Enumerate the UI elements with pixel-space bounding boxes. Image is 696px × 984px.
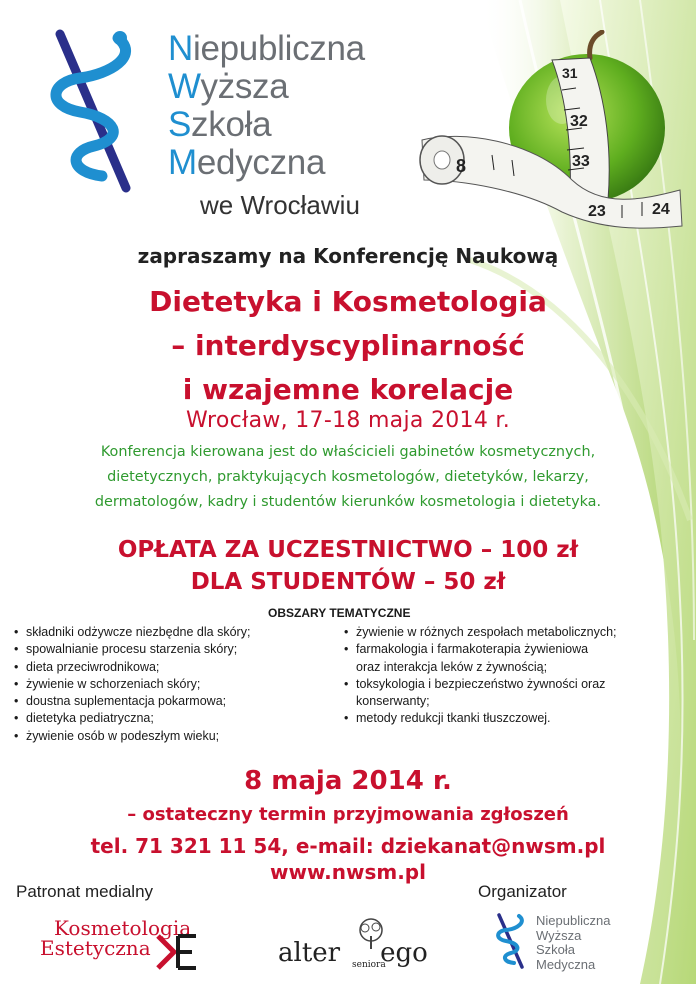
logo-city: we Wrocławiu (200, 190, 360, 220)
topics-list-left (14, 624, 344, 745)
org-logo-line-1: Niepubliczna (536, 913, 611, 928)
audience-line-2: dietetycznych, praktykujących kosmetologów, dietetyków, lekarzy, (107, 469, 589, 485)
topics-list-right (344, 624, 684, 728)
title-line-1: Dietetyka i Kosmetologia (149, 285, 547, 318)
alter-ego-word-1: alter (278, 938, 341, 968)
alter-ego-word-2: ego (380, 938, 428, 968)
organizator-label: Organizator (478, 882, 567, 901)
org-logo-line-2: Wyższa (536, 927, 582, 943)
patronat-label: Patronat medialny (16, 882, 154, 901)
list-item: • żywienie w schorzeniach skóry; (14, 676, 344, 693)
list-item: • dieta przeciwrodnikowa; (14, 659, 344, 676)
list-item: • żywienie w różnych zespołach metabolicznych; (344, 624, 684, 641)
list-item-continuation: oraz interakcja leków z żywnością; (356, 659, 548, 674)
fee-line-1: OPŁATA ZA UCZESTNICTWO – 100 zł (117, 537, 579, 563)
ke-mark-icon (156, 932, 198, 972)
logo-line-4: Medyczna (168, 143, 326, 182)
deadline-text: – ostateczny termin przyjmowania zgłoszeń (127, 804, 569, 825)
list-item: • spowalnianie procesu starzenia skóry; (14, 641, 344, 658)
conference-title (0, 280, 696, 412)
deadline-date: 8 maja 2014 r. (244, 766, 452, 796)
school-name-logo (168, 30, 365, 182)
tape-number-2: 32 (570, 113, 588, 130)
logo-line-1: Niepubliczna (168, 29, 365, 68)
org-logo-line-3: Szkoła (536, 942, 576, 957)
list-item: • farmakologia i farmakoterapia żywieniowa (344, 641, 684, 658)
tape-number-6: 24 (652, 201, 670, 218)
kosmetologia-logo-line-1: Kosmetologia (54, 916, 192, 940)
audience-line-3: dermatologów, kadry i studentów kierunków kosmetologia i dietetyka. (94, 494, 602, 510)
apple-tape-illustration-icon (412, 30, 692, 230)
list-item: • toksykologia i bezpieczeństwo żywności oraz (344, 676, 684, 693)
title-line-2: – interdyscyplinarność (171, 329, 525, 362)
date-place: Wrocław, 17-18 maja 2014 r. (185, 408, 511, 433)
contact-line: tel. 71 321 11 54, e-mail: dziekanat@nwsm.pl (90, 834, 606, 858)
org-logo-line-4: Medyczna (536, 956, 596, 972)
tape-number-3: 33 (572, 153, 590, 170)
list-item: • doustna suplementacja pokarmowa; (14, 693, 344, 710)
list-item: • składniki odżywcze niezbędne dla skóry; (14, 624, 344, 641)
audience-text (0, 440, 696, 515)
alter-ego-logo (278, 918, 458, 974)
logo-line-3: Szkoła (168, 105, 272, 144)
organizer-logo-text (536, 914, 610, 972)
title-line-3: i wzajemne korelacje (182, 373, 514, 406)
list-item-continuation: konserwanty; (356, 694, 430, 709)
list-item: • dietetyka pediatryczna; (14, 710, 344, 727)
topics-title: OBSZARY TEMATYCZNE (268, 606, 411, 620)
organizer-caduceus-icon (492, 912, 532, 970)
kosmetologia-logo-line-2: Estetyczna (40, 936, 151, 960)
list-item: • żywienie osób w podeszłym wieku; (14, 728, 344, 745)
website-link[interactable]: www.nwsm.pl (270, 860, 426, 884)
fees (0, 534, 696, 598)
intro-line: zapraszamy na Konferencję Naukową (137, 244, 559, 268)
fee-line-2: DLA STUDENTÓW – 50 zł (190, 569, 506, 595)
tape-number-5: 23 (588, 203, 606, 220)
tape-number-1: 31 (562, 65, 578, 81)
audience-line-1: Konferencja kierowana jest do właścicieli gabinetów kosmetycznych, (100, 444, 596, 460)
caduceus-logo-icon (40, 26, 158, 196)
logo-line-2: Wyższa (168, 67, 289, 106)
tape-number-4: 8 (456, 156, 467, 176)
alter-ego-sub: seniora (352, 960, 386, 970)
kosmetologia-estetyczna-logo (40, 916, 210, 972)
list-item: • metody redukcji tkanki tłuszczowej. (344, 710, 684, 727)
